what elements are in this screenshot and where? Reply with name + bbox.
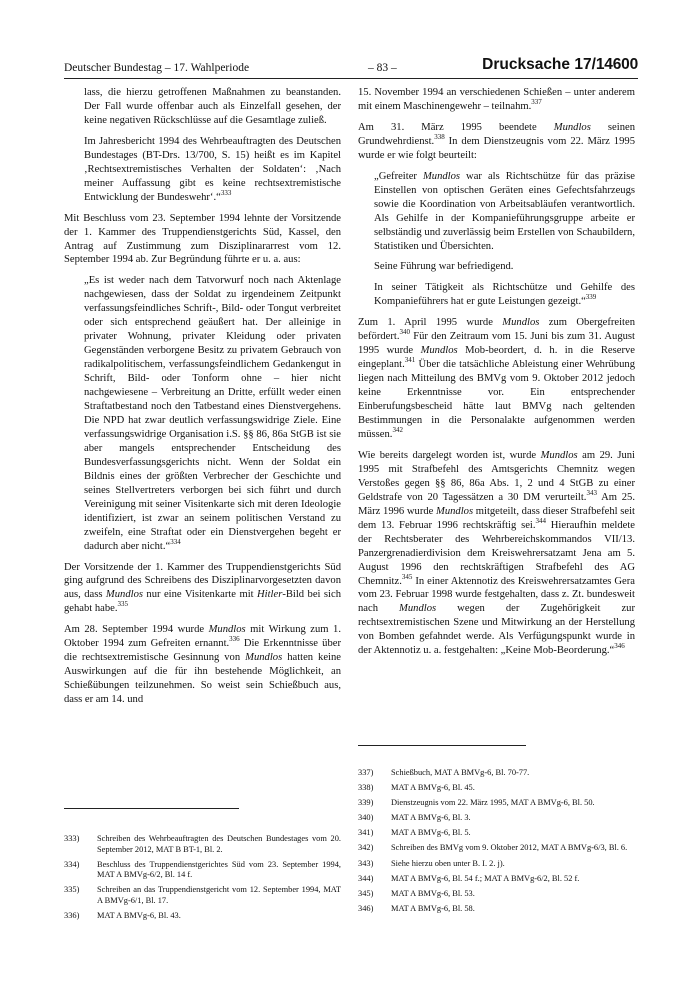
footnote: 341) MAT A BMVg-6, Bl. 5. (358, 828, 471, 838)
footnote: 342) Schreiben des BMVg vom 9. Oktober 2012, MAT A BMVg-6/3, Bl. 6. (358, 843, 628, 853)
quote: In seiner Tätigkeit als Richtschütze und Gehilfe des Kompanieführers hat er gute Leistungen gezeigt.“$^{339}$ (374, 282, 635, 308)
footnote: 339) Dienstzeugnis vom 22. März 1995, MAT A BMVg-6, Bl. 50. (358, 798, 595, 808)
footnote-ref: 346 (614, 642, 625, 651)
document-number (482, 57, 638, 73)
footnote: 338) MAT A BMVg-6, Bl. 45. (358, 783, 475, 793)
footnote: 346) MAT A BMVg-6, Bl. 58. (358, 903, 475, 913)
footnote-ref: 342 (392, 425, 403, 434)
page-number: – 83 – (368, 62, 397, 74)
paragraph: lass, die hierzu getroffenen Maßnahmen zu beanstanden. Der Fall wurde offenbar auch als Einzelfall gesehen, der keine negativen Rückschlüsse auf die Gesamtlage zuließ. (84, 87, 341, 126)
footnote: 340) MAT A BMVg-6, Bl. 3. (358, 813, 471, 823)
paragraph: Mit Beschluss vom 23. September 1994 lehnte der Vorsitzende der 1. Kammer des Truppendienstgerichts Süd, Kassel, den Antrag auf Zustimmung zum Disziplinararrest vom 12. September 1994 ab. Zur Begründung führte er u. a. aus: (64, 212, 341, 266)
doc-prefix: Drucksache 17/ (482, 56, 596, 73)
footnote: 335) Schreiben an das Truppendienstgericht vom 12. September 1994, MAT A BMVg-6/1, Bl. 17. (64, 885, 341, 905)
paragraph: Wie bereits dargelegt worden ist, wurde Mundlos am 29. Juni 1995 mit Strafbefehl des Amtsgerichts Chemnitz wegen Verstoßes gegen §§ 86, 86a Abs. 1, 2 und 4 StGB zu einer Geldstrafe von 20 Tagessätzen a 30 DM verurteilt.$^{343}$ Am 25. März 1996 wurde Mundlos mitgeteilt, dass dieser Strafbefehl seit dem 13. Februar 1996 rechtskräftig sei.$^{344}$ Hieraufhin meldete der Rechtsberater des Wehrbereichskommandos VII/13. Panzergrenadierdivision dem Kreiswehrersatzamt Jena am 5. August 1996 den rechtskräftigen Strafbefehl des AG Chemnitz.$^{345}$ In einer Aktennotiz des Kreiswehrersatzamtes Gera vom 23. Februar 1998 wurde festgehalten, dass z. Zt. bundesweit nach Mundlos wegen der Zugehörigkeit zur rechtsextremistischen Szene und Mitwirkung an der Herstellung von Bomben gefahndet werde. Als Verfügungspunkt wurde in der Aktennotiz u. a. festgehalten: „Keine Mob-Beorderung.“$^{346}$ (358, 449, 635, 657)
footnote-ref: 344 (535, 516, 546, 525)
footnote-ref: 338 (434, 132, 445, 141)
paragraph: 15. November 1994 an verschiedenen Schießen – unter anderem mit einem Maschinengewehr – teilnahm.$^{337}$ (358, 87, 635, 112)
doc-number: 14600 (595, 56, 638, 73)
footnote-ref: 335 (117, 600, 129, 609)
footnote: 344) MAT A BMVg-6, Bl. 54 f.; MAT A BMVg-6/2, Bl. 52 f. (358, 873, 580, 883)
footnote-ref: 341 (404, 356, 416, 365)
footnote-ref: 337 (531, 97, 542, 106)
quote: „Gefreiter Mundlos war als Richtschütze für das präzise Einstellen von optischen Geräten eines Gefechtsfahrzeugs sowie die Koordination von Arbeitsabläufen verantwortlich. Als Gehilfe in der Kompanieführungsgruppe arbeite er selbständig und zuverlässig beim Erstellen von Schaubildern, Statistiken und Übersichten. (374, 170, 635, 252)
footnote-ref: 336 (229, 635, 240, 644)
footnote-rule-left (64, 808, 239, 809)
footnote-ref: 333 (220, 188, 232, 197)
footnotes-right (358, 768, 635, 919)
paragraph: Der Vorsitzende der 1. Kammer des Truppendienstgerichts Süd ging aufgrund des Schreibens des Disziplinarvorgesetzten davon aus, dass Mundlos nur eine Visitenkarte mit Hitler-Bild bei sich gehabt habe.$^{335}$ (64, 561, 341, 615)
footnote: 333) Schreiben des Wehrbeauftragten des Deutschen Bundestages vom 20. September 2012, MAT B BT-1, Bl. 2. (64, 834, 341, 854)
paragraph: Im Jahresbericht 1994 des Wehrbeauftragten des Deutschen Bundestages (BT-Drs. 13/700, S. 15) heißt es im Kapitel ‚Rechtsextremistisches Verhalten der Soldaten‘: ‚Nach meiner Auffassung gibt es keine rechtsextremistische Entwicklung der Bundeswehr‘.“$^{333}$ (84, 135, 341, 203)
paragraph: Zum 1. April 1995 wurde Mundlos zum Obergefreiten befördert.$^{340}$ Für den Zeitraum vom 15. Juni bis zum 31. August 1995 wurde Mundlos Mob-beordert, d. h. in die Reserve eingeplant.$^{341}$ Über die tatsächliche Ableistung einer Wehrübung liegen nach Mitteilung des BMVg vom 9. Oktober 2012 jedoch keine Erkenntnisse vor. Ein entsprechender Einberufungsbescheid hätte laut BMVg nach geltenden Bestimmungen in die Personalakte aufgenommen werden müssen.$^{342}$ (358, 317, 635, 440)
paragraph: Am 28. September 1994 wurde Mundlos mit Wirkung zum 1. Oktober 1994 zum Gefreiten ernannt.$^{336}$ Die Erkenntnisse über die rechtsextremistische Gesinnung von Mundlos hatten keine Auswirkungen auf die für ihn bestehende Möglichkeit, an Schießübungen teilzunehmen. So weist sein Schießbuch aus, dass er am 14. und (64, 624, 342, 706)
footnote-rule-right (358, 745, 526, 746)
footnote-ref: 345 (401, 572, 413, 581)
right-column (358, 86, 635, 665)
header-left: Deutscher Bundestag – 17. Wahlperiode (64, 62, 250, 74)
paragraph: Am 31. März 1995 beendete Mundlos seinen Grundwehrdienst.$^{338}$ In dem Dienstzeugnis vom 22. März 1995 wurde er wie folgt beurteilt: (358, 121, 635, 161)
footnotes-left (64, 834, 341, 926)
footnote: 343) Siehe hierzu oben unter B. I. 2. j). (358, 858, 505, 868)
footnote-ref: 340 (399, 328, 410, 337)
footnote-ref: 334 (170, 537, 181, 546)
footnote: 334) Beschluss des Truppendienstgerichtes Süd vom 23. September 1994, MAT A BMVg-6/2, Bl. 14 f. (64, 859, 341, 880)
left-column (64, 86, 341, 714)
footnote: 345) MAT A BMVg-6, Bl. 53. (358, 888, 475, 898)
page-header (64, 58, 638, 78)
quote: Seine Führung war befriedigend. (374, 261, 514, 273)
quote: „Es ist weder nach dem Tatvorwurf noch nach Aktenlage nachgewiesen, dass der Soldat zu irgendeinem Zeitpunkt verfassungsfeindliches Schrift-, Bild- oder Tongut verbreitet oder sich entsprechend geäußert hat. Der alleinige in privater Wohnung, privater Kleidung oder privaten Gegenständen verborgene Besitz zu privatem Gebrauch von radikalpolitischem, verfassungsfeindlichem Gedankengut in Schrift, Bild- oder Tonform ohne – hier nicht nachgewiesene – Verbreitung an Dritte, erfüllt weder einen Straftatbestand noch den Tatbestand eines Dienstvergehens. Die NPD hat zwar deutlich verfassungswidrige Ziele. Eine verfassungswidrige Organisation i.S. §§ 86, 86a StGB ist sie aber mangels entsprechender Entscheidung des Bundesverfassungsgerichts nicht. Wenn der Soldat ein Bildnis eines der größten Verbrecher der Geschichte und seines Stellvertreters verborgen bei sich führt und durch Vereinigung mit seiner Visitenkarte sich mit deren Ideologie identifiziert, ist zwar an seinem politischen Verstand zu zweifeln, eine Straftat oder ein Dienstvergehen begeht er dadurch aber nicht.“$^{334}$ (84, 275, 341, 552)
footnote: 336) MAT A BMVg-6, Bl. 43. (64, 911, 181, 921)
footnote-ref: 343 (586, 488, 597, 497)
footnote-ref: 339 (585, 293, 597, 302)
header-rule (64, 78, 638, 79)
footnote: 337) Schießbuch, MAT A BMVg-6, Bl. 70-77. (358, 768, 530, 777)
